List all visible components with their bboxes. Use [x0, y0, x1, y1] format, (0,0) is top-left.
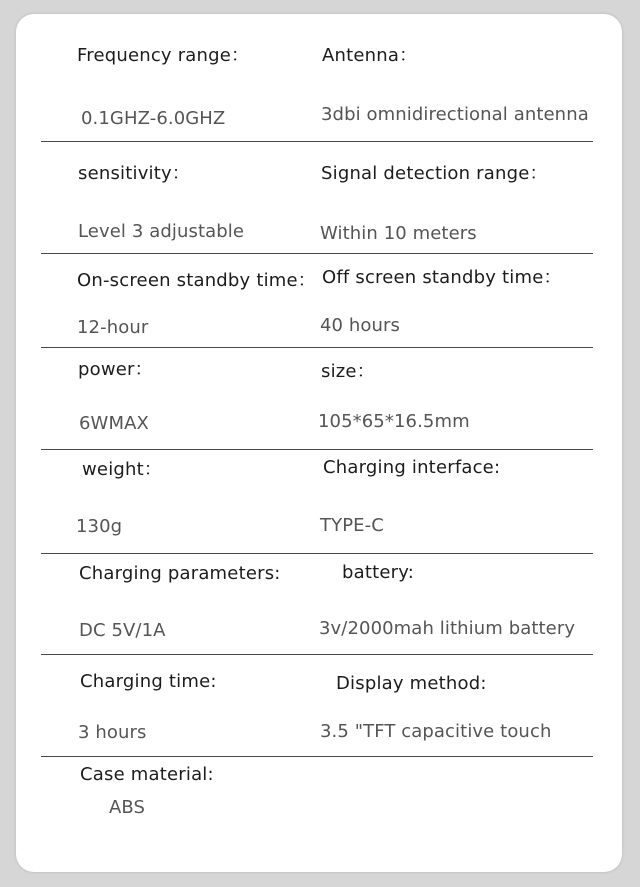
spec-value-charging-parameters: DC 5V/1A: [79, 620, 166, 641]
row-divider: [41, 756, 593, 757]
spec-label-charging-interface: Charging interface:: [323, 457, 501, 478]
spec-label-battery: battery:: [342, 562, 415, 583]
spec-label-weight: weight：: [82, 459, 163, 480]
spec-value-display-method: 3.5 "TFT capacitive touch: [320, 721, 552, 742]
spec-label-sensitivity: sensitivity：: [78, 163, 191, 184]
spec-label-case-material: Case material:: [80, 764, 214, 785]
row-divider: [41, 553, 593, 554]
spec-label-antenna: Antenna：: [322, 45, 418, 66]
spec-card: [16, 14, 622, 872]
spec-value-signal-detection-range: Within 10 meters: [320, 223, 477, 244]
spec-label-off-screen-standby: Off screen standby time：: [322, 267, 562, 288]
spec-label-size: size：: [321, 361, 375, 382]
row-divider: [41, 654, 593, 655]
spec-value-size: 105*65*16.5mm: [318, 411, 470, 432]
row-divider: [41, 253, 593, 254]
row-divider: [41, 449, 593, 450]
spec-value-charging-time: 3 hours: [78, 722, 147, 743]
spec-label-display-method: Display method:: [336, 673, 487, 694]
spec-label-signal-detection-range: Signal detection range：: [321, 163, 548, 184]
row-divider: [41, 347, 593, 348]
spec-label-frequency-range: Frequency range：: [77, 45, 250, 66]
spec-value-battery: 3v/2000mah lithium battery: [319, 618, 576, 639]
spec-value-on-screen-standby: 12-hour: [77, 317, 149, 338]
spec-value-sensitivity: Level 3 adjustable: [78, 221, 245, 242]
spec-value-charging-interface: TYPE-C: [320, 515, 384, 536]
spec-value-antenna: 3dbi omnidirectional antenna: [321, 104, 589, 125]
spec-label-charging-time: Charging time:: [80, 671, 217, 692]
spec-value-weight: 130g: [76, 516, 123, 537]
spec-label-power: power：: [78, 359, 153, 380]
spec-value-case-material: ABS: [109, 797, 146, 818]
spec-value-power: 6WMAX: [79, 413, 149, 434]
spec-label-on-screen-standby: On-screen standby time：: [77, 270, 316, 291]
spec-value-off-screen-standby: 40 hours: [320, 315, 401, 336]
spec-label-charging-parameters: Charging parameters:: [79, 563, 281, 584]
row-divider: [41, 141, 593, 142]
spec-value-frequency-range: 0.1GHZ-6.0GHZ: [81, 108, 226, 129]
